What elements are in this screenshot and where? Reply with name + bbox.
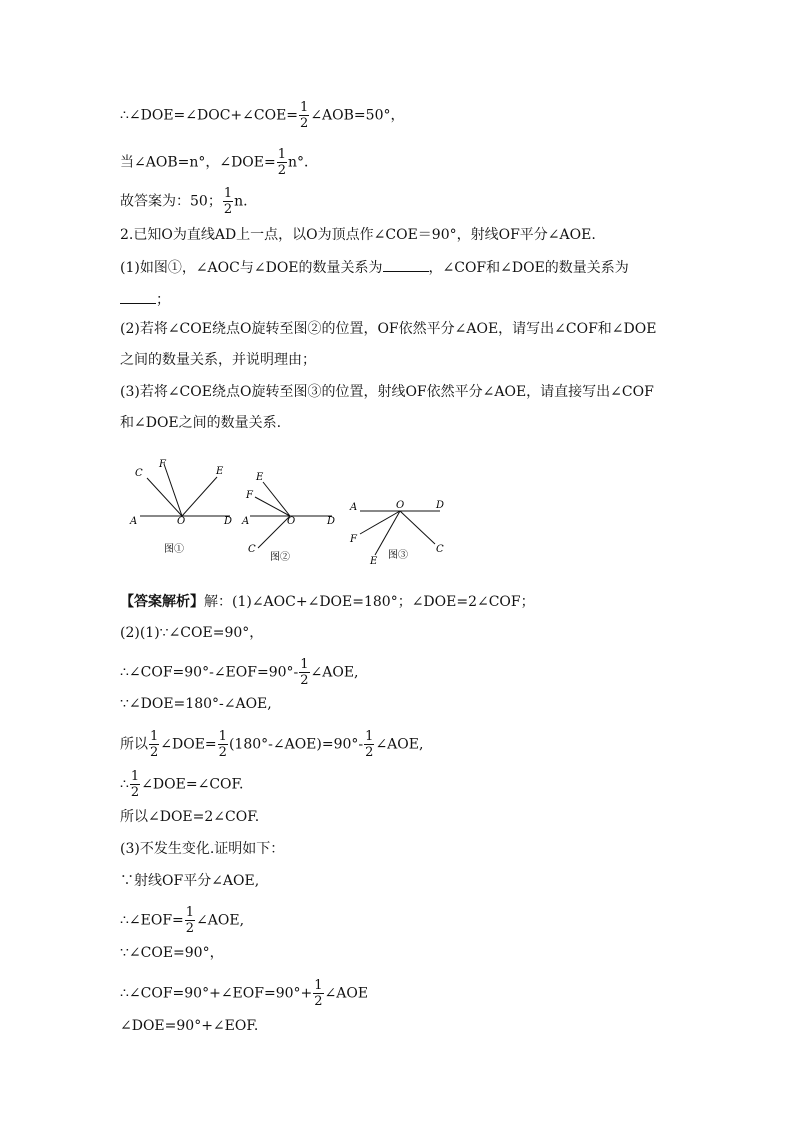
label-d: D (224, 516, 233, 527)
caption: 图② (270, 552, 290, 563)
question-2-stem: 2.已知O为直线AD上一点，以O为顶点作∠COE＝90°，射线OF平分∠AOE. (120, 227, 596, 243)
question-2-part-3: (3)若将∠COE绕点O旋转至图③的位置，射线OF依然平分∠AOE，请直接写出∠COF (120, 384, 654, 400)
label-f: F (246, 490, 253, 501)
text: n. (234, 193, 248, 210)
text: n°． (288, 154, 319, 171)
answer-line-7: 所以∠DOE=2∠COF. (120, 809, 260, 825)
answer-line-11: ∵∠COE=90°， (120, 945, 224, 961)
label-c: C (135, 468, 143, 479)
label-o: O (287, 516, 296, 527)
label-c: C (436, 544, 444, 555)
question-2-part-3-cont: 和∠DOE之间的数量关系. (120, 415, 282, 431)
text: 当∠AOB=n°，∠DOE= (120, 154, 276, 171)
question-2-part-1: (1)如图①，∠AOC与∠DOE的数量关系为 ，∠COF和∠DOE的数量关系为 (120, 257, 629, 278)
fraction: $\frac{1}{2}$ (300, 100, 309, 131)
fraction: $\frac{1}{2}$ (150, 729, 159, 760)
answer-line-10: ∴∠EOF= $\frac{1}{2}$ ∠AOE, (120, 905, 245, 936)
question-2-part-2-cont: 之间的数量关系，并说明理由； (120, 352, 316, 368)
solution-line-1 (120, 100, 404, 131)
label-e: E (216, 466, 224, 477)
fraction: $\frac{1}{2}$ (223, 186, 233, 217)
label-e: E (256, 472, 264, 483)
caption: 图③ (388, 550, 408, 561)
figure-2 (241, 472, 335, 563)
answer-line-6: ∴ $\frac{1}{2}$ ∠DOE=∠COF. (120, 769, 244, 800)
label-a: A (242, 516, 250, 527)
label-d: D (327, 516, 336, 527)
text: ∴∠DOE=∠DOC+∠COE= (120, 107, 299, 124)
solution-line-3 (120, 186, 248, 217)
answer-line-1: 【答案解析】解：(1)∠AOC+∠DOE=180°；∠DOE=2∠COF； (120, 594, 535, 610)
text: ∠AOB=50°， (310, 107, 405, 124)
answer-line-12: ∴∠COF=90°+∠EOF=90°+ $\frac{1}{2}$ ∠AOE (120, 978, 369, 1009)
question-2-part-2: (2)若将∠COE绕点O旋转至图②的位置，OF依然平分∠AOE，请写出∠COF和∠DOE (120, 321, 657, 337)
label-e: E (370, 556, 378, 567)
label-o: O (396, 500, 405, 511)
fraction: $\frac{1}{2}$ (277, 147, 287, 178)
label-f: F (350, 534, 357, 545)
answer-blank (120, 289, 156, 304)
fraction: $\frac{1}{2}$ (314, 978, 323, 1009)
answer-title: 【答案解析】 (120, 594, 204, 610)
answer-blank (383, 257, 429, 272)
answer-line-3: ∴∠COF=90°-∠EOF=90°- $\frac{1}{2}$ ∠AOE, (120, 657, 359, 688)
solution-line-2 (120, 147, 318, 178)
text: 故答案为：50； (120, 193, 222, 210)
geometry-figures (120, 452, 460, 572)
answer-line-13: ∠DOE=90°+∠EOF. (120, 1018, 259, 1034)
label-a: A (350, 502, 358, 513)
question-2-part-1-cont: ； (120, 289, 170, 310)
answer-line-5: 所以 $\frac{1}{2}$ ∠DOE= $\frac{1}{2}$ (180°-∠AOE)=90°- $\frac{1}{2}$ ∠AOE, (120, 729, 424, 760)
label-o: O (177, 516, 186, 527)
fraction: $\frac{1}{2}$ (185, 905, 195, 936)
fraction: $\frac{1}{2}$ (218, 729, 227, 760)
label-d: D (436, 500, 445, 511)
label-c: C (248, 544, 256, 555)
answer-line-8: (3)不发生变化.证明如下： (120, 841, 285, 857)
answer-line-9: ∵射线OF平分∠AOE, (120, 873, 260, 889)
figure-1 (129, 459, 232, 555)
label-f: F (159, 459, 166, 470)
figure-3 (349, 500, 444, 567)
answer-line-4: ∵∠DOE=180°-∠AOE, (120, 696, 272, 712)
caption: 图① (164, 544, 184, 555)
fraction: $\frac{1}{2}$ (300, 657, 309, 688)
label-a: A (130, 516, 138, 527)
answer-line-2: (2)(1)∵∠COE=90°， (120, 625, 264, 641)
fraction: $\frac{1}{2}$ (365, 729, 374, 760)
fraction: $\frac{1}{2}$ (130, 769, 140, 800)
